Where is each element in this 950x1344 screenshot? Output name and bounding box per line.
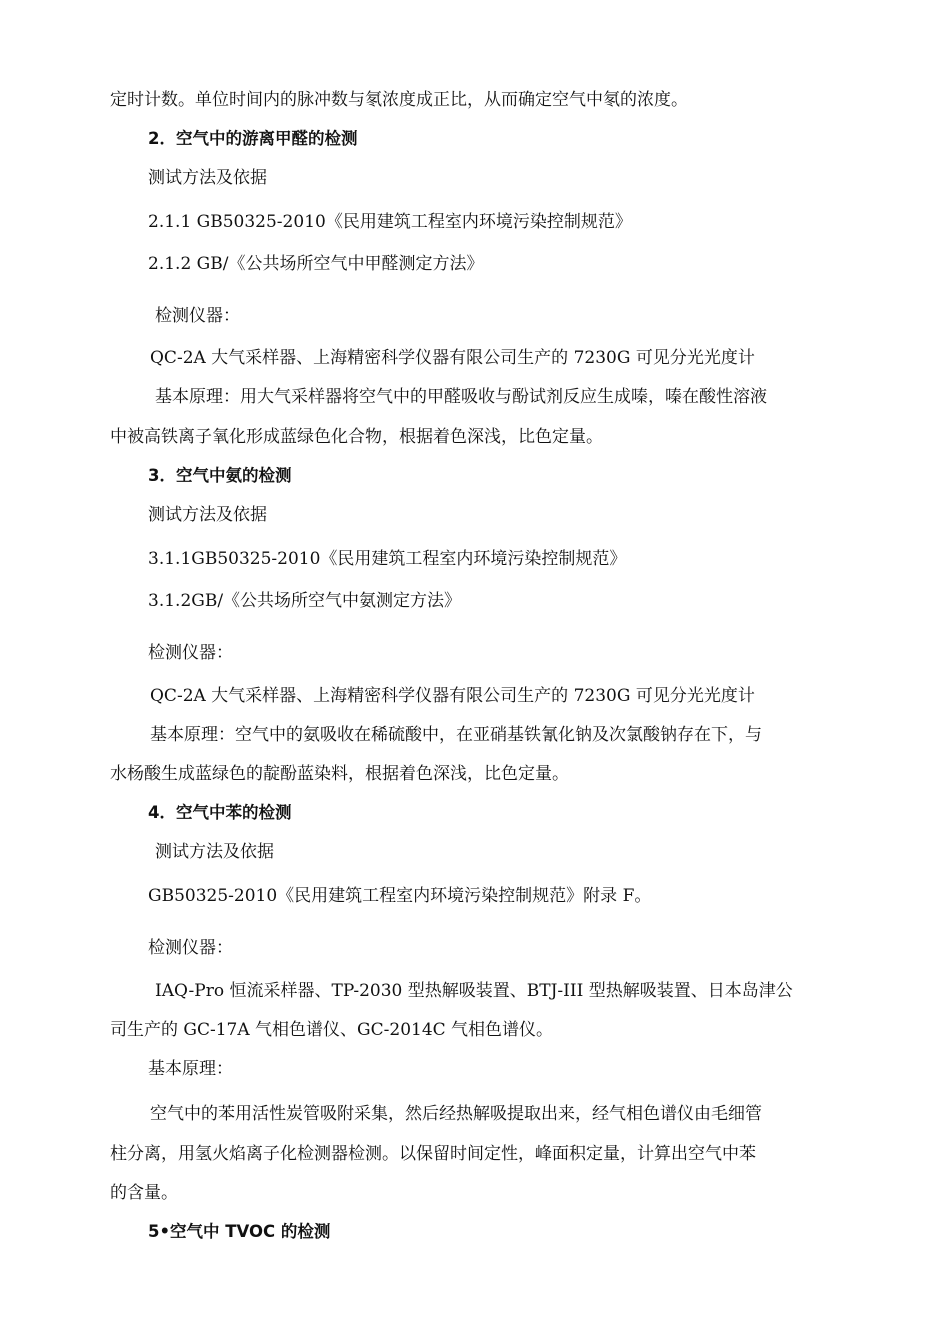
section3-principle-line1: 基本原理：空气中的氨吸收在稀硫酸中，在亚硝基铁氰化钠及次氯酸钠存在下，与 <box>150 725 762 745</box>
section4-instrument-line2: 司生产的 GC-17A 气相色谱仪、GC-2014C 气相色谱仪。 <box>110 1020 554 1040</box>
section4-instrument-label: 检测仪器： <box>148 938 233 958</box>
section3-method-label: 测试方法及依据 <box>148 505 267 525</box>
section2-heading: 2．空气中的游离甲醛的检测 <box>148 129 358 148</box>
section2-principle-line2: 中被高铁离子氧化形成蓝绿色化合物，根据着色深浅，比色定量。 <box>110 427 603 447</box>
section4-instrument-line1: IAQ-Pro 恒流采样器、TP-2030 型热解吸装置、BTJ-III 型热解吸装置、日本岛津公 <box>155 981 793 1001</box>
section3-ref1: 3.1.1GB50325-2010《民用建筑工程室内环境污染控制规范》 <box>148 549 627 569</box>
section4-method-label: 测试方法及依据 <box>155 842 274 862</box>
section2-ref1: 2.1.1 GB50325-2010《民用建筑工程室内环境污染控制规范》 <box>148 212 632 232</box>
section2-principle-line1: 基本原理：用大气采样器将空气中的甲醛吸收与酚试剂反应生成嗪，嗪在酸性溶液 <box>155 387 767 407</box>
section4-ref1: GB50325-2010《民用建筑工程室内环境污染控制规范》附录 F。 <box>148 886 652 906</box>
section2-ref2: 2.1.2 GB/《公共场所空气中甲醛测定方法》 <box>148 254 484 274</box>
section3-instrument-label: 检测仪器： <box>148 643 233 663</box>
section2-instrument-label: 检测仪器： <box>155 306 240 326</box>
section4-heading: 4．空气中苯的检测 <box>148 803 292 822</box>
section4-principle-line1: 空气中的苯用活性炭管吸附采集，然后经热解吸提取出来，经气相色谱仪由毛细管 <box>150 1104 762 1124</box>
section5-heading: 5•空气中 TVOC 的检测 <box>148 1222 331 1241</box>
section3-principle-line2: 水杨酸生成蓝绿色的靛酚蓝染料，根据着色深浅，比色定量。 <box>110 764 569 784</box>
section3-ref2: 3.1.2GB/《公共场所空气中氨测定方法》 <box>148 591 462 611</box>
section3-heading: 3．空气中氨的检测 <box>148 466 292 485</box>
intro-line: 定时计数。单位时间内的脉冲数与氡浓度成正比，从而确定空气中氡的浓度。 <box>110 90 688 110</box>
section4-principle-line2: 柱分离，用氢火焰离子化检测器检测。以保留时间定性，峰面积定量，计算出空气中苯 <box>110 1144 756 1164</box>
section4-principle-line3: 的含量。 <box>110 1183 178 1203</box>
section2-method-label: 测试方法及依据 <box>148 168 267 188</box>
section4-principle-label: 基本原理： <box>148 1059 233 1079</box>
section2-instrument-text: QC-2A 大气采样器、上海精密科学仪器有限公司生产的 7230G 可见分光光度计 <box>150 348 755 368</box>
section3-instrument-text: QC-2A 大气采样器、上海精密科学仪器有限公司生产的 7230G 可见分光光度计 <box>150 686 755 706</box>
